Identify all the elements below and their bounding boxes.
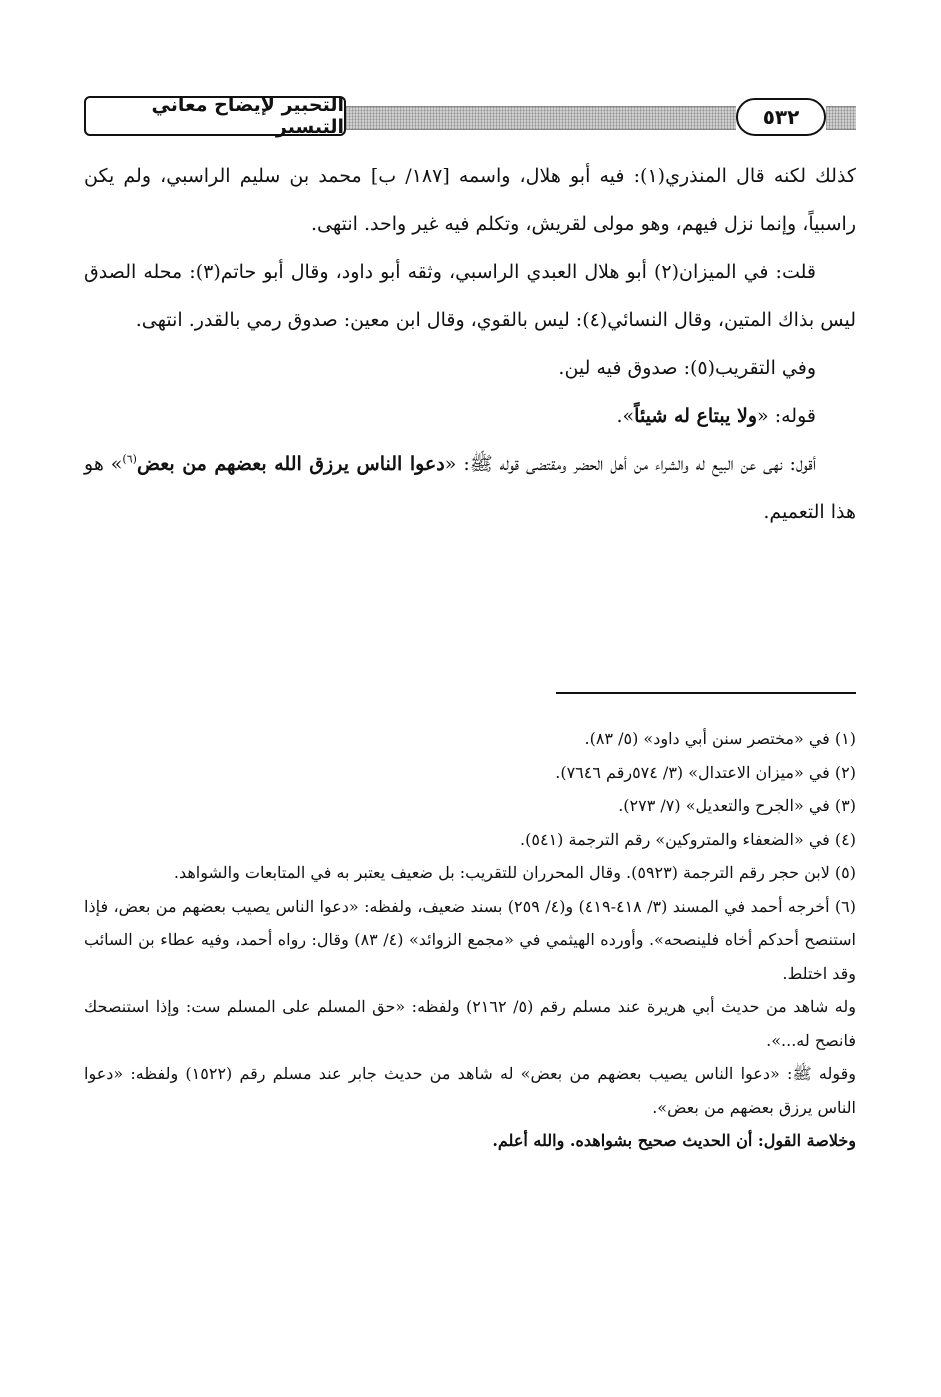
footnotes bbox=[84, 722, 856, 1158]
header-band-end bbox=[826, 106, 856, 130]
footnote-separator bbox=[556, 692, 856, 694]
quoted-hadith: دعوا الناس يرزق الله بعضهم من بعض bbox=[136, 453, 445, 475]
footnote-2: (٢) في «ميزان الاعتدال» (٣/ ٥٧٤رقم ٧٦٤٦). bbox=[555, 762, 856, 782]
book-title: التحبير لإيضاح معاني التيسير bbox=[84, 96, 346, 136]
footnote-6: (٦) أخرجه أحمد في المسند (٣/ ٤١٨-٤١٩) و(٤/ ٢٥٩) بسند ضعيف، ولفظه: «دعوا الناس يصيب بعضهم من بعض، فإذا استنصح أحدكم أخاه فلينصحه». وأورده الهيثمي في «مجمع الزوائد» (٤/ ٨٣) وقال: رواه أحمد، وفيه عطاء بن السائب وقد اختلط. bbox=[84, 896, 857, 983]
footnote-4: (٤) في «الضعفاء والمتروكين» رقم الترجمة (٥٤١). bbox=[520, 829, 856, 849]
footnote-conclusion: وخلاصة القول: أن الحديث صحيح بشواهده. والله أعلم. bbox=[492, 1131, 856, 1150]
quoted-hadith-phrase: ولا يبتاع له شيئاً bbox=[634, 405, 758, 427]
paragraph-3: وفي التقريب(٥): صدوق فيه لين. bbox=[558, 357, 816, 379]
paragraph-5 bbox=[84, 440, 856, 536]
page-number: ٥٣٢ bbox=[736, 98, 826, 136]
footnote-3: (٣) في «الجرح والتعديل» (٧/ ٢٧٣). bbox=[618, 796, 856, 815]
paragraph-4 bbox=[84, 392, 856, 440]
footnote-5: (٥) لابن حجر رقم الترجمة (٥٩٢٣). وقال المحرران للتقريب: بل ضعيف يعتبر به في المتابعات والشواهد. bbox=[173, 863, 856, 882]
footnote-6-continued-1: وله شاهد من حديث أبي هريرة عند مسلم رقم (٥/ ٢١٦٢) ولفظه: «حق المسلم على المسلم ست: وإذا استنصحك فانصح له...». bbox=[84, 997, 856, 1050]
paragraph-1: كذلك لكنه قال المنذري(١): فيه أبو هلال، واسمه [١٨٧/ ب] محمد بن سليم الراسبي، ولم يكن راسبياً، وإنما نزل فيهم، وهو مولى لقريش، وتكلم فيه غير واحد. انتهى. bbox=[84, 165, 856, 235]
main-text bbox=[84, 152, 856, 536]
paragraph-2: قلت: في الميزان(٢) أبو هلال العبدي الراسبي، وثقه أبو داود، وقال أبو حاتم(٣): محله الصدق ليس بذاك المتين، وقال النسائي(٤): ليس بالقوي، وقال ابن معين: صدوق رمي بالقدر. انتهى. bbox=[84, 261, 856, 331]
footnote-ref-6: (٦) bbox=[122, 452, 137, 466]
footnote-6-continued-2: وقوله ﷺ: «دعوا الناس يصيب بعضهم من بعض» له شاهد من حديث جابر عند مسلم رقم (١٥٢٢) ولفظه: «دعوا الناس يرزق بعضهم من بعض». bbox=[84, 1064, 857, 1117]
header-band bbox=[346, 106, 736, 130]
page-header bbox=[84, 96, 856, 140]
quote-close: ». bbox=[616, 405, 635, 427]
quote-open: قوله: « bbox=[757, 405, 816, 427]
footnote-1: (١) في «مختصر سنن أبي داود» (٥/ ٨٣). bbox=[584, 729, 856, 748]
paragraph-5-prefix: أقول: نهى عن البيع له والشراء من أهل الحضر ومقتضى قوله ﷺ: « bbox=[444, 453, 817, 475]
paragraph-5-suffix: » هو هذا التعميم. bbox=[84, 453, 856, 523]
